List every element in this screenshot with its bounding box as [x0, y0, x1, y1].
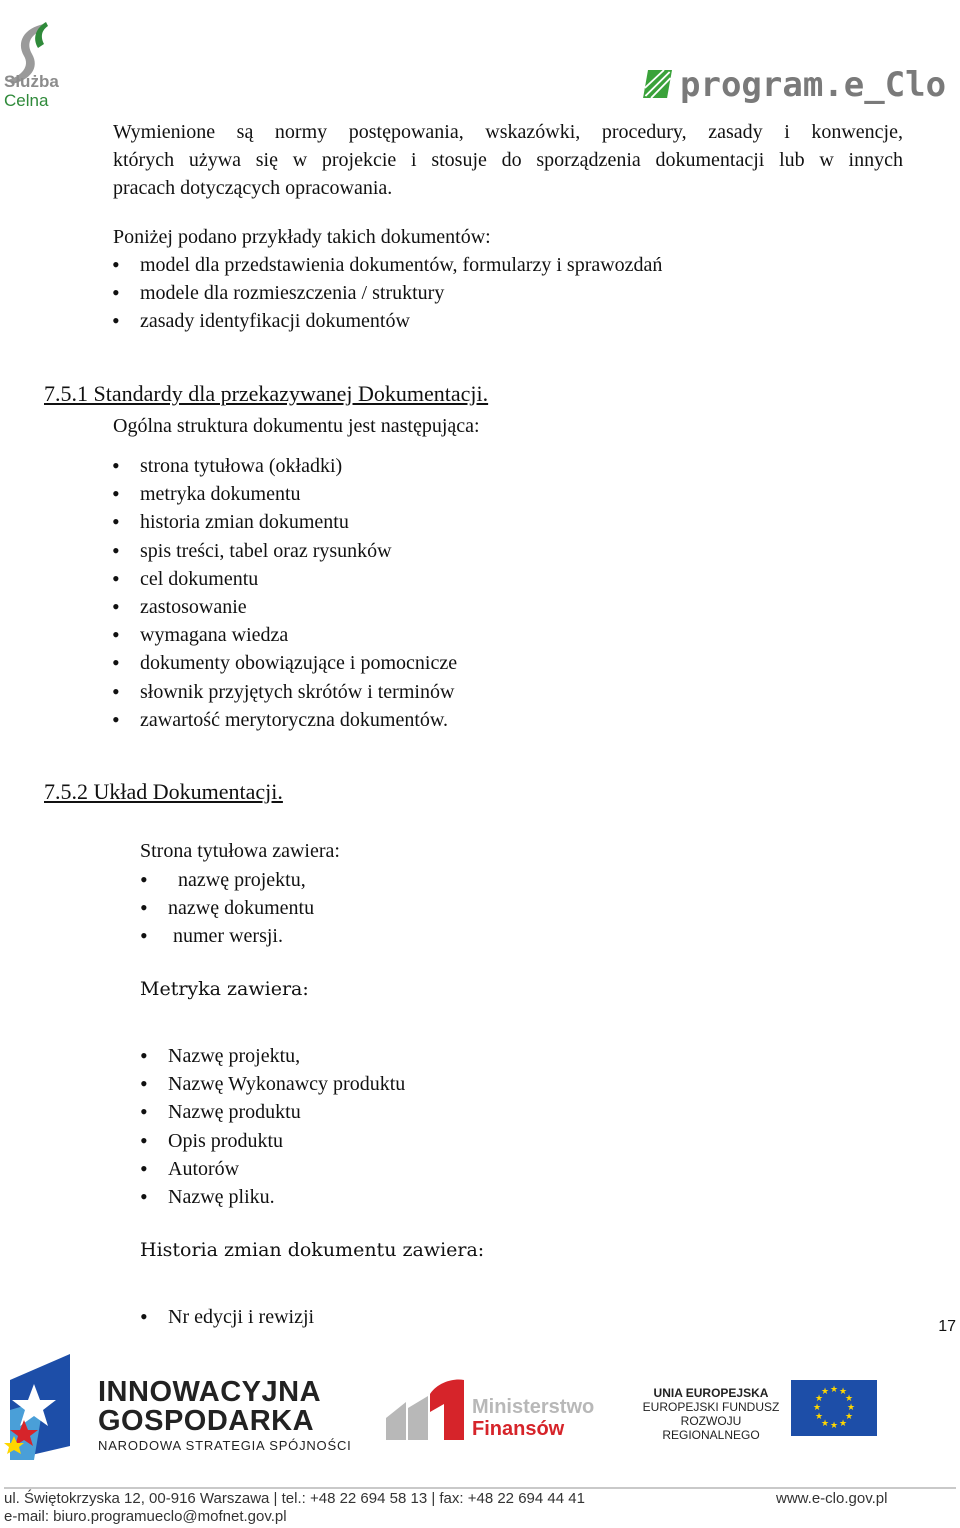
list-item: • Opis produktu: [168, 1127, 405, 1155]
list-item: • zawartość merytoryczna dokumentów.: [140, 706, 457, 734]
list-item: • numer wersji.: [168, 922, 314, 950]
footer-address: ul. Świętokrzyska 12, 00-916 Warszawa | tel.: +48 22 694 58 13 | fax: +48 22 694 44 41: [4, 1490, 585, 1507]
list-item: • nazwę dokumentu: [168, 894, 314, 922]
list-item: • spis treści, tabel oraz rysunków: [140, 537, 457, 565]
title-page-list: [168, 866, 314, 951]
footer-email[interactable]: e-mail: biuro.programueclo@mofnet.gov.pl: [4, 1508, 287, 1525]
list-item: • historia zmian dokumentu: [140, 508, 457, 536]
list-item: • Nazwę pliku.: [168, 1183, 405, 1211]
program-e-clo-logo: [646, 40, 947, 110]
title-page-lead: Strona tytułowa zawiera:: [140, 840, 340, 862]
examples-list: [140, 251, 662, 336]
unia-europejska-logo-text: [636, 1386, 786, 1442]
list-item: • słownik przyjętych skrótów i terminów: [140, 678, 457, 706]
svg-text:★: ★: [838, 1419, 848, 1429]
structure-list: [140, 452, 457, 734]
innowacyjna-gospodarka-logo: [98, 1378, 352, 1456]
list-item: • strona tytułowa (okładki): [140, 452, 457, 480]
list-item: • metryka dokumentu: [140, 480, 457, 508]
mf-line-2: Finansów: [472, 1418, 565, 1440]
svg-text:★: ★: [829, 1421, 839, 1431]
history-lead: Historia zmian dokumentu zawiera:: [140, 1239, 485, 1261]
ue-line-3: ROZWOJU REGIONALNEGO: [662, 1414, 760, 1442]
list-item: • model dla przedstawienia dokumentów, formularzy i sprawozdań: [140, 251, 662, 279]
list-item: • Nazwę produktu: [168, 1098, 405, 1126]
svg-text:★: ★: [829, 1385, 839, 1395]
logo-line-2: Celna: [4, 91, 49, 110]
list-item: • nazwę projektu,: [168, 866, 314, 894]
svg-text:★: ★: [820, 1419, 830, 1429]
list-item: • Nazwę projektu,: [168, 1042, 405, 1070]
list-item: • dokumenty obowiązujące i pomocnicze: [140, 649, 457, 677]
intro-paragraph: [113, 118, 903, 202]
eu-flag-icon: [791, 1380, 877, 1436]
list-item: • zastosowanie: [140, 593, 457, 621]
page-number: 17: [938, 1318, 956, 1335]
ministerstwo-finansow-emblem-icon: [384, 1378, 470, 1440]
ig-line-2: GOSPODARKA: [98, 1405, 315, 1437]
history-list: [168, 1303, 314, 1331]
svg-text:★: ★: [820, 1387, 830, 1397]
svg-text:★: ★: [846, 1403, 856, 1413]
examples-lead: Poniżej podano przykłady takich dokumentów:: [113, 226, 491, 248]
program-logo-text: program.e_Clo: [680, 65, 947, 105]
ue-line-1: UNIA EUROPEJSKA: [653, 1386, 769, 1400]
svg-text:★: ★: [844, 1394, 854, 1404]
list-item: • zasady identyfikacji dokumentów: [140, 307, 662, 335]
footer-divider: [4, 1487, 956, 1489]
svg-text:★: ★: [838, 1387, 848, 1397]
svg-text:★: ★: [844, 1412, 854, 1422]
list-item: • Nazwę Wykonawcy produktu: [168, 1070, 405, 1098]
list-item: • modele dla rozmieszczenia / struktury: [140, 279, 662, 307]
innowacyjna-gospodarka-flag-icon: [4, 1350, 76, 1462]
ue-line-2: EUROPEJSKI FUNDUSZ: [642, 1400, 780, 1414]
list-item: • Nr edycji i rewizji: [168, 1303, 314, 1331]
metryka-lead: Metryka zawiera:: [140, 978, 309, 1000]
section-heading-752: 7.5.2 Układ Dokumentacji.: [44, 779, 283, 804]
logo-line-1: Służba: [4, 72, 59, 91]
section-heading-751: 7.5.1 Standardy dla przekazywanej Dokumentacji.: [44, 381, 489, 406]
footer-website[interactable]: www.e-clo.gov.pl: [776, 1490, 888, 1507]
list-item: • cel dokumentu: [140, 565, 457, 593]
intro-line-1: Wymienione są normy postępowania, wskazówki, procedury, zasady i konwencje,: [113, 121, 903, 143]
metryka-list: [168, 1042, 405, 1211]
ig-line-1: INNOWACYJNA: [98, 1376, 322, 1408]
svg-text:★: ★: [812, 1403, 822, 1413]
intro-line-3: pracach dotyczących opracowania.: [113, 177, 393, 199]
ministerstwo-finansow-logo: [472, 1396, 594, 1440]
list-item: • Autorów: [168, 1155, 405, 1183]
svg-text:★: ★: [814, 1412, 824, 1422]
mf-line-1: Ministerstwo: [472, 1396, 595, 1418]
intro-line-2: których używa się w projekcie i stosuje do sporządzenia dokumentacji lub w innych: [113, 149, 903, 171]
ig-line-3: NARODOWA STRATEGIA SPÓJNOŚCI: [98, 1438, 352, 1453]
structure-lead: Ogólna struktura dokumentu jest następująca:: [113, 415, 480, 437]
list-item: • wymagana wiedza: [140, 621, 457, 649]
sluzba-celna-logo-text: [4, 72, 59, 110]
svg-text:★: ★: [814, 1394, 824, 1404]
